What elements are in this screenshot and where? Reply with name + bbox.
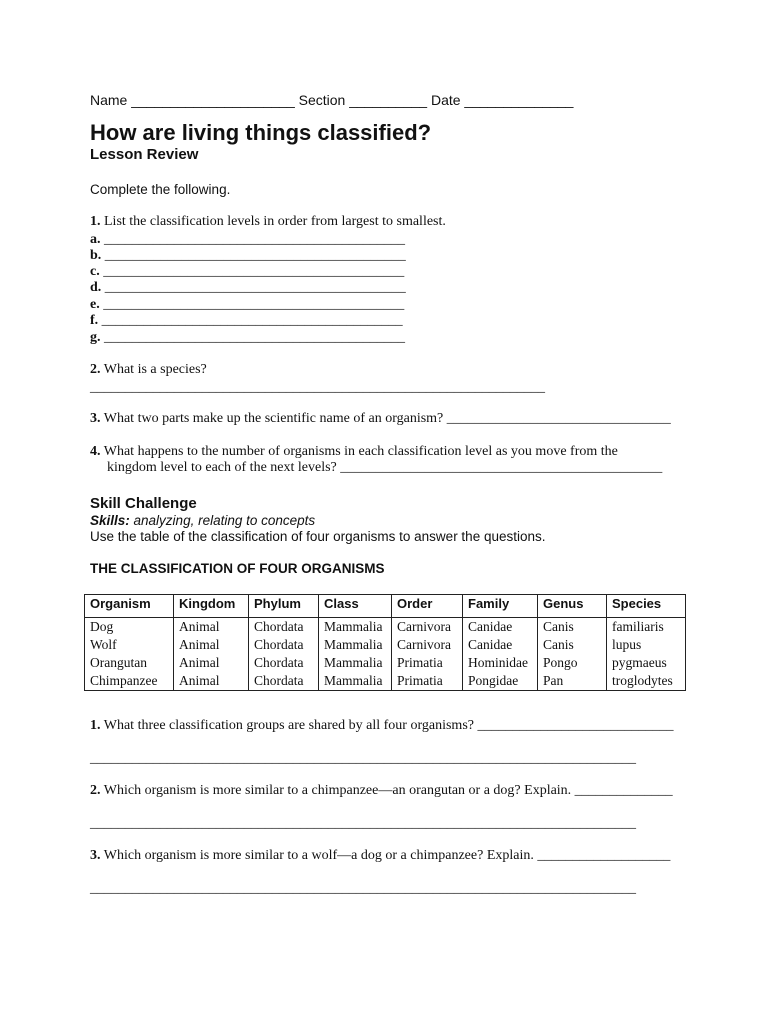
review-question-4-continued[interactable]: kingdom level to each of the next levels? ______________________________________________: [107, 460, 663, 475]
question-text: What happens to the number of organisms in each classification level as you move from the: [100, 444, 618, 459]
table-cell: Hominidae: [463, 654, 538, 672]
answer-blank-a[interactable]: [90, 232, 405, 248]
skills-label: Skills:: [90, 513, 130, 528]
table-cell: Animal: [174, 618, 249, 637]
table-cell: Pongo: [538, 654, 607, 672]
answer-letter: a.: [90, 232, 101, 247]
table-cell: lupus: [607, 636, 686, 654]
column-header: Organism: [85, 595, 174, 618]
answer-letter: b.: [90, 248, 102, 263]
answer-line[interactable]: ___________________________________________: [98, 313, 403, 328]
table-cell: Animal: [174, 672, 249, 691]
column-header: Order: [392, 595, 463, 618]
table-instructions: Use the table of the classification of four organisms to answer the questions.: [90, 529, 546, 544]
classification-table: [84, 594, 686, 691]
table-cell: Animal: [174, 654, 249, 672]
question-text: List the classification levels in order from largest to smallest.: [100, 214, 446, 229]
answer-letter: f.: [90, 313, 99, 328]
review-question-1: [90, 214, 446, 230]
table-title: THE CLASSIFICATION OF FOUR ORGANISMS: [90, 561, 385, 576]
answer-blank-c[interactable]: [90, 264, 404, 280]
answer-line[interactable]: ___________________________________________: [100, 330, 405, 345]
column-header: Family: [463, 595, 538, 618]
question-number: 3.: [90, 411, 101, 426]
table-cell: Chordata: [249, 654, 319, 672]
table-cell: Canis: [538, 636, 607, 654]
table-cell: Mammalia: [319, 654, 392, 672]
question-number: 2.: [90, 783, 101, 798]
table-cell: Dog: [85, 618, 174, 637]
table-row: [85, 654, 686, 672]
question-text: What is a species?: [100, 362, 207, 377]
column-header: Genus: [538, 595, 607, 618]
table-cell: Carnivora: [392, 618, 463, 637]
answer-blank-d[interactable]: [90, 280, 406, 296]
answer-line[interactable]: ___________________________________________: [101, 280, 406, 295]
answer-blank-e[interactable]: [90, 297, 404, 313]
question-text[interactable]: What two parts make up the scientific name of an organism? ________________________________: [100, 411, 671, 426]
table-row: [85, 636, 686, 654]
table-cell: Pongidae: [463, 672, 538, 691]
table-cell: Animal: [174, 636, 249, 654]
answer-line[interactable]: ___________________________________________: [101, 248, 406, 263]
column-header: Phylum: [249, 595, 319, 618]
answer-line-challenge-3[interactable]: ______________________________________________________________________________: [90, 881, 636, 896]
instructions: Complete the following.: [90, 182, 231, 197]
table-cell: Chimpanzee: [85, 672, 174, 691]
table-cell: Mammalia: [319, 618, 392, 637]
answer-blank-f[interactable]: [90, 313, 403, 329]
skills-text: analyzing, relating to concepts: [129, 513, 316, 528]
question-number: 1.: [90, 214, 101, 229]
answer-blank-b[interactable]: [90, 248, 406, 264]
table-cell: Canis: [538, 618, 607, 637]
question-text[interactable]: Which organism is more similar to a wolf—a dog or a chimpanzee? Explain. ___________________: [100, 848, 671, 863]
table-cell: Canidae: [463, 618, 538, 637]
skill-challenge-heading: Skill Challenge: [90, 495, 197, 512]
column-header: Class: [319, 595, 392, 618]
table-cell: Orangutan: [85, 654, 174, 672]
review-question-2: [90, 362, 207, 378]
table-cell: Primatia: [392, 672, 463, 691]
answer-letter: d.: [90, 280, 102, 295]
question-text[interactable]: Which organism is more similar to a chimpanzee—an orangutan or a dog? Explain. ______________: [100, 783, 673, 798]
challenge-question-1[interactable]: [90, 718, 673, 734]
table-cell: Chordata: [249, 636, 319, 654]
table-cell: troglodytes: [607, 672, 686, 691]
answer-line[interactable]: ___________________________________________: [99, 264, 405, 279]
table-cell: Mammalia: [319, 636, 392, 654]
table-cell: Chordata: [249, 672, 319, 691]
table-cell: Carnivora: [392, 636, 463, 654]
challenge-question-2[interactable]: [90, 783, 673, 799]
page-title: How are living things classified?: [90, 120, 432, 145]
table-cell: Wolf: [85, 636, 174, 654]
review-question-3[interactable]: [90, 411, 671, 427]
question-number: 3.: [90, 848, 101, 863]
answer-line[interactable]: ___________________________________________: [99, 297, 405, 312]
answer-letter: g.: [90, 330, 101, 345]
review-question-4: [90, 444, 618, 460]
answer-letter: e.: [90, 297, 100, 312]
table-cell: Chordata: [249, 618, 319, 637]
question-text[interactable]: What three classification groups are shared by all four organisms? ____________________________: [100, 718, 674, 733]
table-cell: Canidae: [463, 636, 538, 654]
table-cell: Pan: [538, 672, 607, 691]
answer-line-challenge-2[interactable]: ______________________________________________________________________________: [90, 816, 636, 831]
table-cell: Primatia: [392, 654, 463, 672]
column-header: Species: [607, 595, 686, 618]
question-number: 4.: [90, 444, 101, 459]
answer-line[interactable]: ___________________________________________: [100, 232, 405, 247]
answer-line-challenge-1[interactable]: ______________________________________________________________________________: [90, 751, 636, 766]
challenge-question-3[interactable]: [90, 848, 670, 864]
question-number: 1.: [90, 718, 101, 733]
skills-line: [90, 513, 315, 528]
name-section-date-line[interactable]: Name _____________________ Section __________ Date ______________: [90, 92, 574, 108]
table-row: [85, 672, 686, 691]
table-cell: familiaris: [607, 618, 686, 637]
question-number: 2.: [90, 362, 101, 377]
table-header-row: [85, 595, 686, 618]
table-row: [85, 618, 686, 637]
table-cell: pygmaeus: [607, 654, 686, 672]
table-cell: Mammalia: [319, 672, 392, 691]
answer-line-question-2[interactable]: _________________________________________________________________: [90, 380, 545, 395]
page-subtitle: Lesson Review: [90, 146, 199, 163]
answer-letter: c.: [90, 264, 100, 279]
column-header: Kingdom: [174, 595, 249, 618]
answer-blank-g[interactable]: [90, 330, 405, 346]
